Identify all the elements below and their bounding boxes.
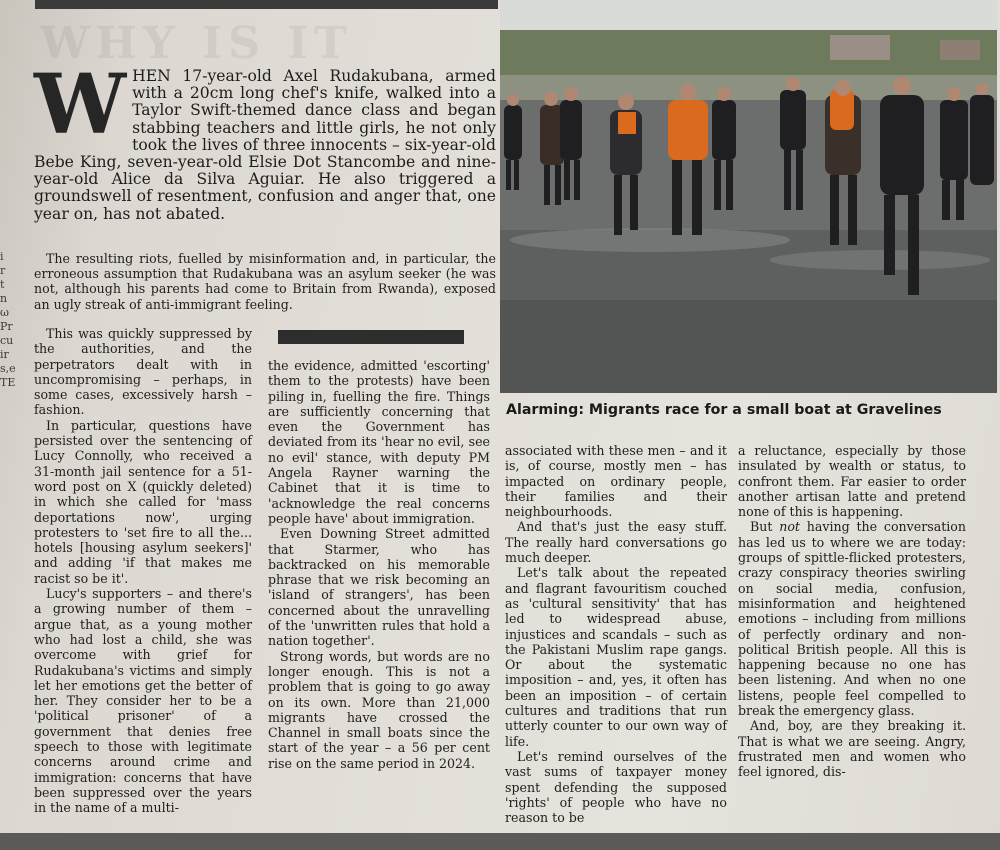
- stub-text: cu: [0, 334, 14, 347]
- paragraph: associated with these men – and it is, of course, mostly men – has impacted on ordinary people, their families and their neighbourhoods.: [505, 443, 727, 520]
- stub-text: t: [0, 278, 5, 291]
- show-through-headline: WHY IS IT: [40, 18, 353, 68]
- paragraph: Let's talk about the repeated and flagrant favouritism couched as 'cultural sensitivity' that has led to widespread abuse, injustices and scandals – such as the Pakistani Muslim rape gangs. Or about the systematic imposition – and, yes, it often has been an imposition – of certain cultures and traditions that run utterly counter to our own way of life.: [505, 565, 727, 749]
- paragraph: And, boy, are they breaking it. That is what we are seeing. Angry, frustrated men and women who feel ignored, dis-: [738, 718, 966, 780]
- stub-text: r: [0, 264, 6, 277]
- stub-text: n: [0, 292, 8, 305]
- stub-text: Pr: [0, 320, 13, 333]
- paragraph: And that's just the easy stuff. The really hard conversations go much deeper.: [505, 519, 727, 566]
- paragraph: the evidence, admitted 'escorting' them to the protests) have been piling in, fuelling the fire. Things are sufficiently concerning that even the Government has deviated from its 'hear no evil, see no evil' stance, with deputy PM Angela Rayner warning the Cabinet that it is time to 'acknowledge the real concerns people have' about immigration.: [268, 358, 490, 526]
- column-rule-top: [35, 0, 498, 9]
- drop-cap: W: [34, 57, 127, 153]
- news-photo-migrants-beach: [500, 0, 997, 393]
- paragraph: Lucy's supporters – and there's a growing number of them – argue that, as a young mother who had lost a child, she was overcome with grief for Rudakubana's victims and simply let her emotions get the better of her. They consider her to be a 'political prisoner' of a government that denies free speech to those with legitimate concerns around crime and immigration: concerns that have been suppressed over the years in the name of a multi-: [34, 586, 252, 816]
- text-run: having the conversation has led us to where we are today: groups of spittle-flicked protesters, crazy conspiracy theories swirling on social media, confusion, misinformation and heightened emotions – including from millions of perfectly ordinary and non-political British people. All this is happening because no one has been listening. And when no one listens, people feel compelled to break the emergency glass.: [738, 519, 966, 719]
- article-column-2: [268, 358, 490, 771]
- text-run: But: [750, 519, 780, 535]
- paragraph: Even Downing Street admitted that Starmer, who has backtracked on his memorable phrase that we risk becoming an 'island of strangers', has been concerned about the unravelling of the 'unwritten rules that hold a nation together'.: [268, 526, 490, 649]
- photo-caption: Alarming: Migrants race for a small boat at Gravelines: [506, 402, 942, 418]
- stub-text: ω: [0, 306, 9, 319]
- paragraph: Let's remind ourselves of the vast sums of taxpayer money spent defending the supposed 'rights' of people who have no reason to be: [505, 748, 727, 826]
- emphasis: not: [779, 519, 800, 535]
- page-fold-shadow: [0, 833, 1000, 850]
- paragraph: a reluctance, especially by those insulated by wealth or status, to confront them. Far easier to order another artisan latte and pretend none of this is happening.: [738, 443, 966, 520]
- stub-text: TE: [0, 376, 16, 389]
- article-column-3: [505, 443, 727, 825]
- article-column-1: [34, 326, 252, 816]
- paragraph: This was quickly suppressed by the authorities, and the perpetrators dealt with in uncompromising – perhaps, in some cases, excessively harsh – fashion.: [34, 326, 252, 418]
- column-rule-mid: [278, 330, 464, 344]
- paragraph: In particular, questions have persisted over the sentencing of Lucy Connolly, who received a 31-month jail sentence for a 51-word post on X (quickly deleted) in which she called for 'mass deportations now', urging protesters to 'set fire to all the... hotels [housing asylum seekers]' and adding 'if that makes me racist so be it'.: [34, 417, 252, 586]
- second-paragraph: The resulting riots, fuelled by misinformation and, in particular, the erroneous assumption that Rudakubana was an asylum seeker (he was not, although his parents had come to Britain from Rwanda), exposed an ugly streak of anti-immigrant feeling.: [34, 251, 496, 312]
- stub-text: ir: [0, 348, 9, 361]
- adjacent-column-stub: [0, 250, 20, 450]
- paragraph: [738, 519, 966, 718]
- paragraph: Strong words, but words are no longer enough. This is not a problem that is going to go away on its own. More than 21,000 migrants have crossed the Channel in small boats since the start of the year – a 56 per cent rise on the same period in 2024.: [268, 648, 490, 771]
- intro-text: HEN 17-year-old Axel Rudakubana, armed with a 20cm long chef's knife, walked into a Taylor Swift-themed dance class and began stabbing teachers and little girls, he not only took the lives of three innocents – six-year-old Bebe King, seven-year-old Elsie Dot Stancombe and nine-year-old Alice da Silva Aguiar. He also triggered a groundswell of resentment, confusion and anger that, one year on, has not abated.: [34, 67, 496, 223]
- intro-paragraph: [34, 57, 496, 223]
- article-column-4: [738, 443, 966, 780]
- stub-text: s,e: [0, 362, 16, 375]
- stub-text: i: [0, 250, 4, 263]
